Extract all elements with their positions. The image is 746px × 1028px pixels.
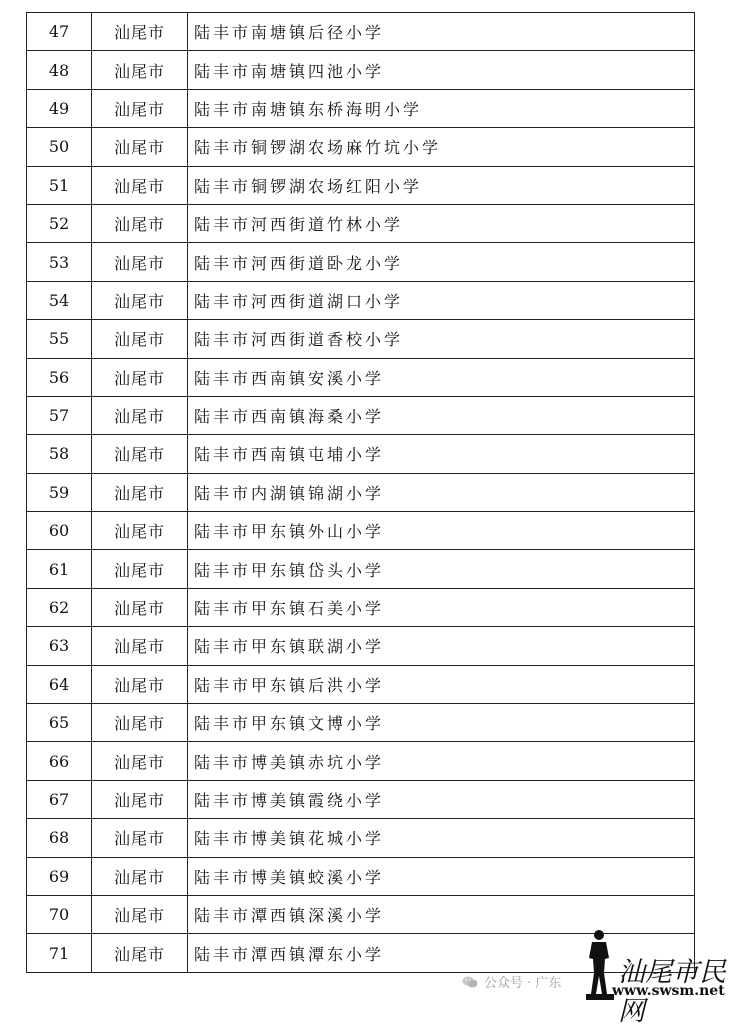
row-city: 汕尾市 xyxy=(92,396,188,434)
row-school-name: 陆丰市甲东镇石美小学 xyxy=(188,588,695,626)
row-city: 汕尾市 xyxy=(92,704,188,742)
row-city: 汕尾市 xyxy=(92,780,188,818)
row-school-name: 陆丰市铜锣湖农场麻竹坑小学 xyxy=(188,128,695,166)
row-school-name: 陆丰市甲东镇后洪小学 xyxy=(188,665,695,703)
table-row xyxy=(27,128,695,166)
table-row xyxy=(27,435,695,473)
row-number: 49 xyxy=(27,89,92,127)
row-school-name: 陆丰市博美镇霞绕小学 xyxy=(188,780,695,818)
row-city: 汕尾市 xyxy=(92,128,188,166)
row-school-name: 陆丰市内湖镇锦湖小学 xyxy=(188,473,695,511)
table-row xyxy=(27,473,695,511)
watermark-url: www.swsm.net xyxy=(612,983,725,999)
row-school-name: 陆丰市潭西镇深溪小学 xyxy=(188,895,695,933)
row-number: 50 xyxy=(27,128,92,166)
wechat-icon xyxy=(462,976,478,988)
row-school-name: 陆丰市南塘镇东桥海明小学 xyxy=(188,89,695,127)
row-school-name: 陆丰市南塘镇四池小学 xyxy=(188,51,695,89)
row-city: 汕尾市 xyxy=(92,243,188,281)
row-city: 汕尾市 xyxy=(92,13,188,51)
table-row xyxy=(27,704,695,742)
row-city: 汕尾市 xyxy=(92,627,188,665)
table-row xyxy=(27,742,695,780)
row-school-name: 陆丰市甲东镇外山小学 xyxy=(188,512,695,550)
row-school-name: 陆丰市甲东镇文博小学 xyxy=(188,704,695,742)
table-row xyxy=(27,358,695,396)
row-number: 58 xyxy=(27,435,92,473)
table-row xyxy=(27,627,695,665)
table-row xyxy=(27,281,695,319)
table-row xyxy=(27,396,695,434)
row-number: 53 xyxy=(27,243,92,281)
row-city: 汕尾市 xyxy=(92,204,188,242)
row-city: 汕尾市 xyxy=(92,435,188,473)
row-number: 69 xyxy=(27,857,92,895)
row-number: 62 xyxy=(27,588,92,626)
table-row xyxy=(27,320,695,358)
watermark-logo xyxy=(584,928,746,1027)
table-row xyxy=(27,819,695,857)
row-school-name: 陆丰市河西街道香校小学 xyxy=(188,320,695,358)
row-school-name: 陆丰市博美镇花城小学 xyxy=(188,819,695,857)
row-number: 52 xyxy=(27,204,92,242)
row-school-name: 陆丰市河西街道卧龙小学 xyxy=(188,243,695,281)
table-row xyxy=(27,166,695,204)
row-number: 60 xyxy=(27,512,92,550)
row-number: 68 xyxy=(27,819,92,857)
row-number: 57 xyxy=(27,396,92,434)
row-school-name: 陆丰市甲东镇联湖小学 xyxy=(188,627,695,665)
table-row xyxy=(27,665,695,703)
row-city: 汕尾市 xyxy=(92,281,188,319)
row-school-name: 陆丰市甲东镇岱头小学 xyxy=(188,550,695,588)
row-number: 65 xyxy=(27,704,92,742)
row-school-name: 陆丰市西南镇安溪小学 xyxy=(188,358,695,396)
row-number: 59 xyxy=(27,473,92,511)
row-school-name: 陆丰市博美镇蛟溪小学 xyxy=(188,857,695,895)
table-row xyxy=(27,512,695,550)
row-school-name: 陆丰市潭西镇潭东小学 xyxy=(188,934,695,972)
table-row xyxy=(27,51,695,89)
footer-source-text: 公众号 · 广东 xyxy=(484,976,562,991)
row-city: 汕尾市 xyxy=(92,512,188,550)
row-school-name: 陆丰市河西街道湖口小学 xyxy=(188,281,695,319)
row-city: 汕尾市 xyxy=(92,588,188,626)
row-school-name: 陆丰市西南镇屯埔小学 xyxy=(188,435,695,473)
row-city: 汕尾市 xyxy=(92,742,188,780)
row-school-name: 陆丰市博美镇赤坑小学 xyxy=(188,742,695,780)
table-row xyxy=(27,204,695,242)
row-city: 汕尾市 xyxy=(92,51,188,89)
row-school-name: 陆丰市西南镇海桑小学 xyxy=(188,396,695,434)
row-city: 汕尾市 xyxy=(92,550,188,588)
row-school-name: 陆丰市南塘镇后径小学 xyxy=(188,13,695,51)
row-city: 汕尾市 xyxy=(92,320,188,358)
table-row xyxy=(27,13,695,51)
row-school-name: 陆丰市铜锣湖农场红阳小学 xyxy=(188,166,695,204)
row-city: 汕尾市 xyxy=(92,819,188,857)
row-city: 汕尾市 xyxy=(92,166,188,204)
table-row xyxy=(27,588,695,626)
table-row xyxy=(27,780,695,818)
row-city: 汕尾市 xyxy=(92,89,188,127)
row-city: 汕尾市 xyxy=(92,857,188,895)
row-number: 67 xyxy=(27,780,92,818)
row-number: 66 xyxy=(27,742,92,780)
row-city: 汕尾市 xyxy=(92,895,188,933)
watermark-logo-text: 汕尾市民网 xyxy=(618,957,726,1027)
row-number: 70 xyxy=(27,895,92,933)
row-city: 汕尾市 xyxy=(92,665,188,703)
row-number: 48 xyxy=(27,51,92,89)
row-number: 71 xyxy=(27,934,92,972)
row-number: 64 xyxy=(27,665,92,703)
row-number: 56 xyxy=(27,358,92,396)
table-body xyxy=(27,13,695,973)
row-number: 51 xyxy=(27,166,92,204)
row-number: 54 xyxy=(27,281,92,319)
row-number: 55 xyxy=(27,320,92,358)
row-number: 63 xyxy=(27,627,92,665)
row-city: 汕尾市 xyxy=(92,934,188,972)
row-city: 汕尾市 xyxy=(92,358,188,396)
row-school-name: 陆丰市河西街道竹林小学 xyxy=(188,204,695,242)
row-number: 61 xyxy=(27,550,92,588)
row-number: 47 xyxy=(27,13,92,51)
table-row xyxy=(27,243,695,281)
footer-source xyxy=(462,972,561,991)
table-row xyxy=(27,89,695,127)
table-row xyxy=(27,550,695,588)
table-row xyxy=(27,857,695,895)
row-city: 汕尾市 xyxy=(92,473,188,511)
school-list-table xyxy=(26,12,695,973)
